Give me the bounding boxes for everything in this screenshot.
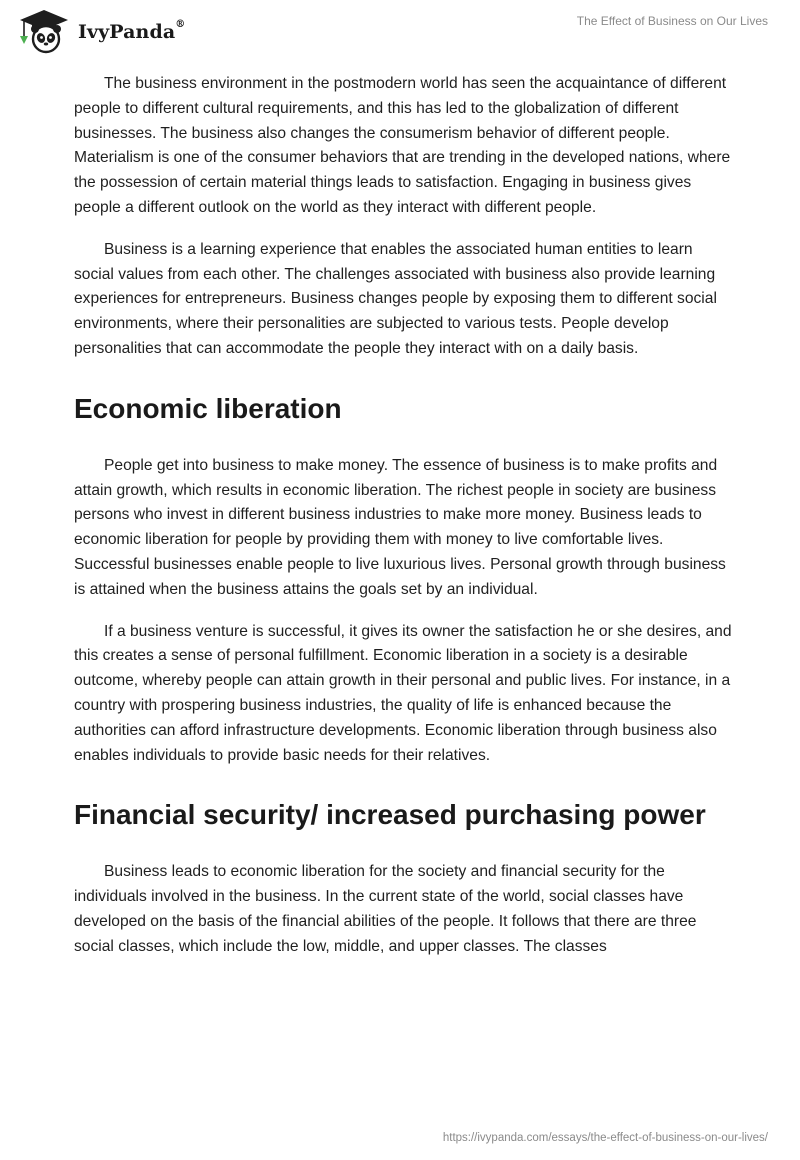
- document-title: The Effect of Business on Our Lives: [576, 14, 768, 28]
- page-header: [0, 0, 800, 64]
- section-heading-economic-liberation: Economic liberation: [74, 392, 342, 424]
- panda-graduation-cap-icon: [16, 8, 72, 54]
- paragraph: If a business venture is successful, it gives its owner the satisfaction he or she desires, and this creates a sense of personal fulfillment. Economic liberation in a society is a desirable outcome, whereby people can attain growth in their personal and public lives. For instance, in a country with prospering business industries, the quality of life is enhanced because the authorities can afford infrastructure developments. Economic liberation through business also enables individuals to provide basic needs for their relatives.: [74, 622, 732, 764]
- registered-mark: ®: [175, 19, 186, 30]
- paragraph: The business environment in the postmodern world has seen the acquaintance of different people to different cultural requirements, and this has led to the globalization of different businesses. The business also changes the consumerism behavior of different people. Materialism is one of the consumer behaviors that are trending in the developed nations, where the possession of certain material things leads to satisfaction. Engaging in business gives people a different outlook on the world as they interact with different people.: [74, 75, 731, 216]
- section-heading-financial-security: Financial security/ increased purchasing power: [74, 799, 706, 831]
- brand-logo[interactable]: [16, 8, 185, 54]
- paragraph: Business leads to economic liberation for the society and financial security for the individuals involved in the business. In the current state of the world, social classes have developed on the basis of the financial abilities of the people. It follows that there are three social classes, which include the low, middle, and upper classes. The classes: [74, 863, 697, 955]
- paragraph: People get into business to make money. The essence of business is to make profits and attain growth, which results in economic liberation. The richest people in society are business persons who invest in different business industries to make more money. Business leads to economic liberation for people by providing them with money to live comfortable lives. Successful businesses enable people to live luxurious lives. Personal growth through business is attained when the business attains the goals set by an individual.: [74, 456, 726, 598]
- paragraph: Business is a learning experience that enables the associated human entities to learn social values from each other. The challenges associated with business also provide learning experiences for entrepreneurs. Business changes people by exposing them to different social environments, where their personalities are subjected to various tests. People develop personalities that can accommodate the people they interact with on a daily basis.: [74, 240, 717, 357]
- brand-name: IvyPanda®: [78, 19, 186, 43]
- essay-body: [74, 72, 734, 977]
- source-url[interactable]: https://ivypanda.com/essays/the-effect-of-business-on-our-lives/: [442, 1132, 768, 1144]
